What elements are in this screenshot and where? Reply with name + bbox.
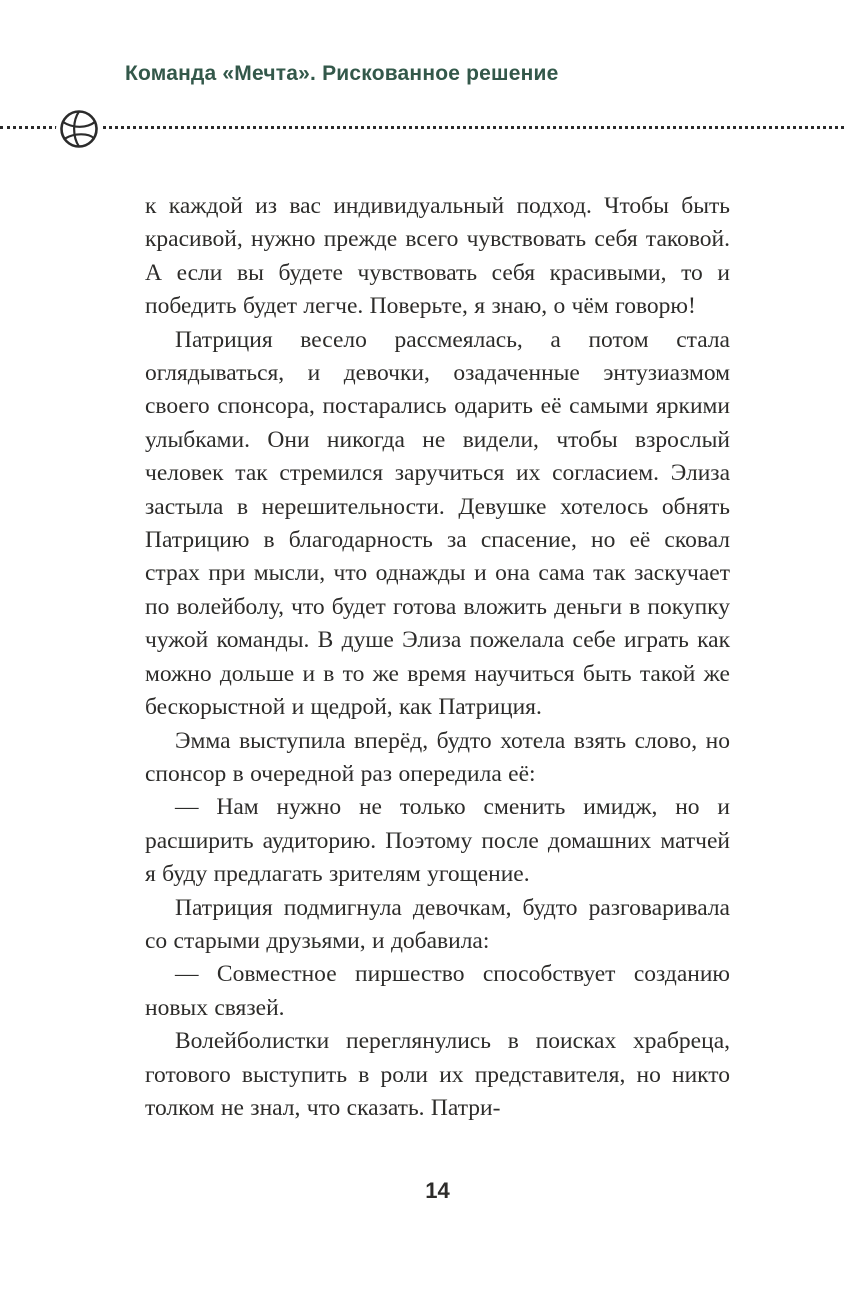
body-text — [145, 190, 730, 1125]
paragraph-dialogue: — Нам нужно не только сменить имидж, но и расширить аудиторию. Поэтому после домашних матчей я буду предлагать зрителям угощение. — [145, 794, 730, 888]
running-title: Команда «Мечта». Рискованное решение — [125, 62, 559, 85]
dotted-divider — [0, 126, 844, 129]
paragraph: Эмма выступила вперёд, будто хотела взять слово, но спонсор в очередной раз опередила её: — [145, 727, 730, 787]
paragraph-dialogue: — Совместное пиршество способствует созданию новых связей. — [145, 961, 730, 1021]
paragraph: Патриция подмигнула девочкам, будто разговаривала со старыми друзьями, и добавила: — [145, 894, 730, 954]
paragraph: к каждой из вас индивидуальный подход. Чтобы быть красивой, нужно прежде всего чувствовать себя таковой. А если вы будете чувствовать себя красивыми, то и победить будет легче. Поверьте, я знаю, о чём говорю! — [145, 193, 730, 320]
page-number: 14 — [425, 1178, 450, 1203]
paragraph: Патриция весело рассмеялась, а потом стала оглядываться, и девочки, озадаченные энтузиазмом своего спонсора, постарались одарить её самыми яркими улыбками. Они никогда не видели, чтобы взрослый человек так стремился заручиться их согласием. Элиза застыла в нерешительности. Девушке хотелось обнять Патрицию в благодарность за спасение, но её сковал страх при мысли, что однажды и она сама так заскучает по волейболу, что будет готова вложить деньги в покупку чужой команды. В душе Элиза пожелала себе играть как можно дольше и в то же время научиться быть такой же бескорыстной и щедрой, как Патриция. — [145, 326, 730, 721]
paragraph: Волейболистки переглянулись в поисках храбреца, готового выступить в роли их представителя, но никто толком не знал, что сказать. Патри- — [145, 1028, 730, 1121]
volleyball-icon — [56, 106, 102, 152]
